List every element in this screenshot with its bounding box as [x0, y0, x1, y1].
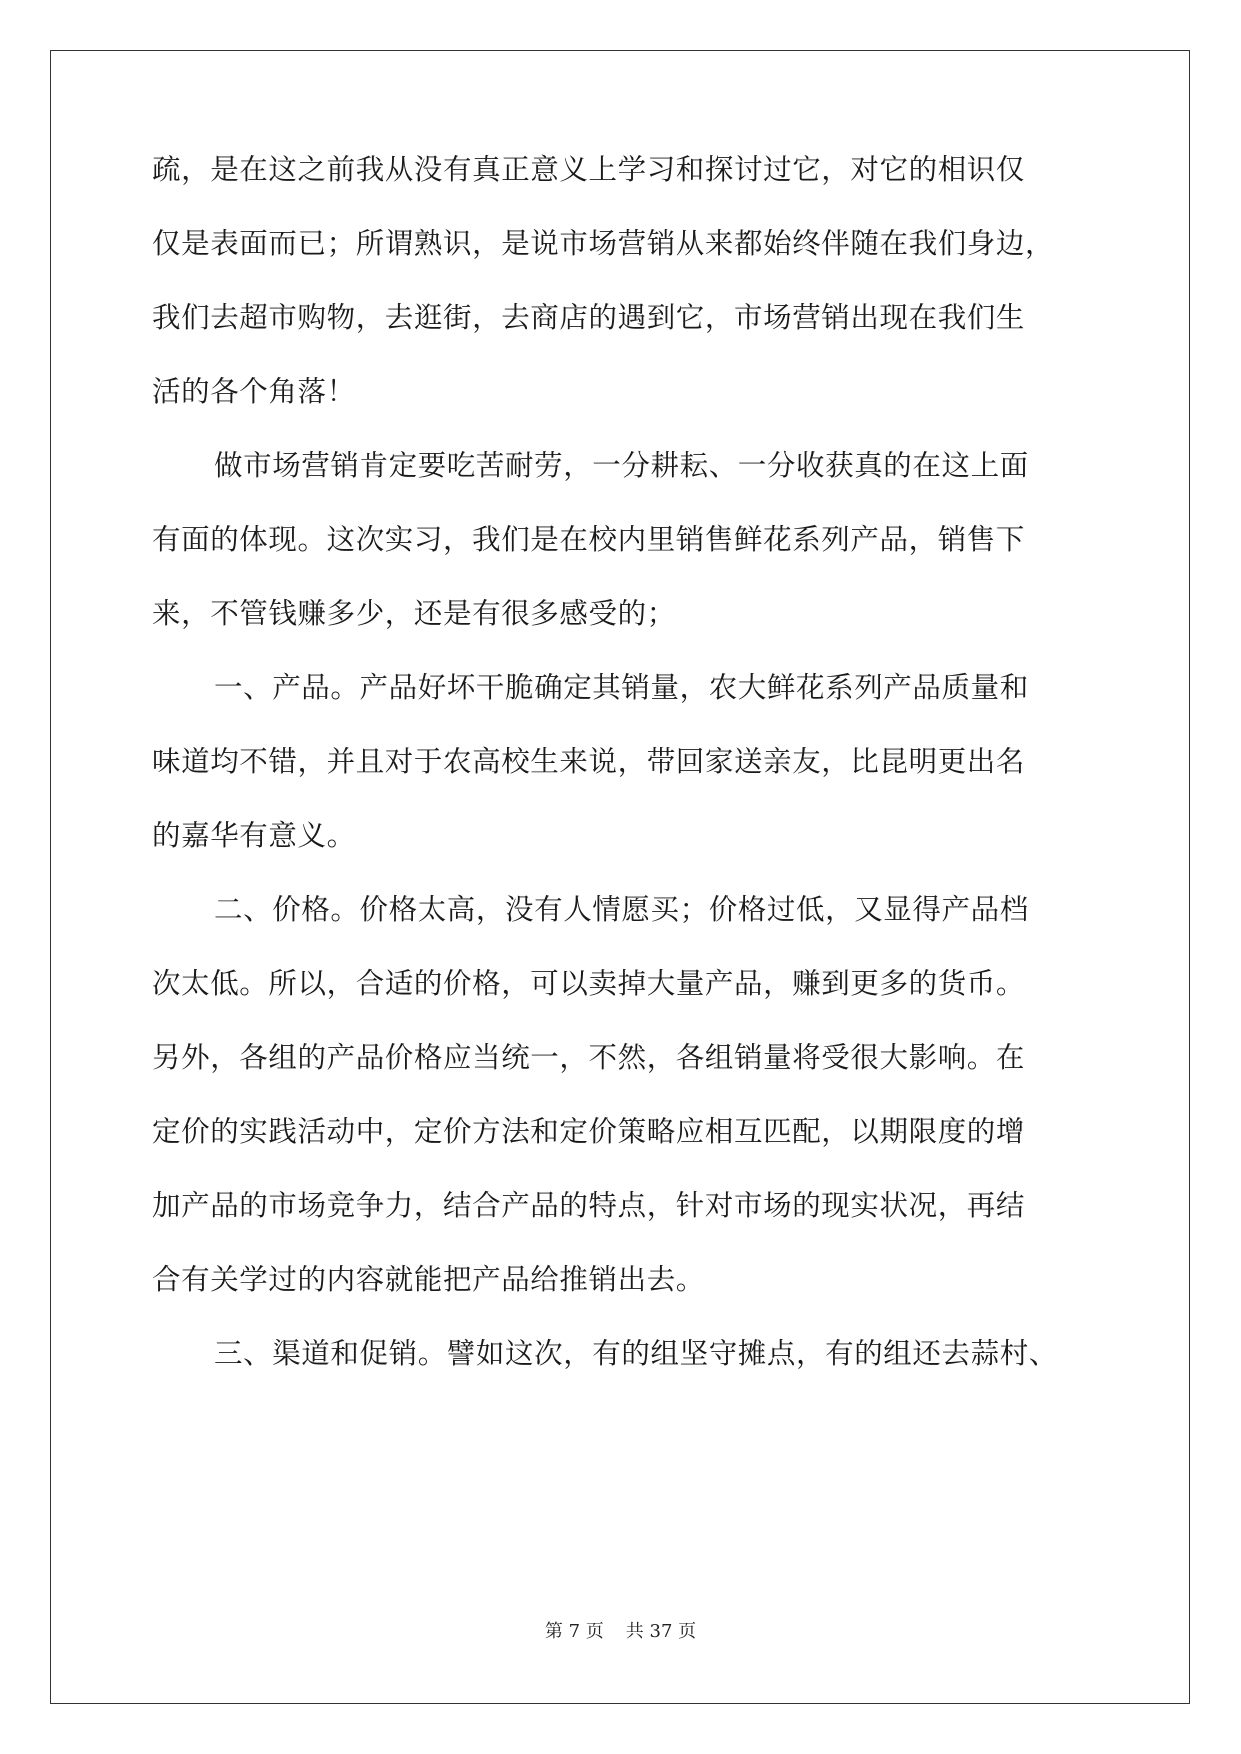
text-line: 仅是表面而已；所谓熟识，是说市场营销从来都始终伴随在我们身边， — [152, 227, 1055, 260]
text-line: 疏，是在这之前我从没有真正意义上学习和探讨过它，对它的相识仅 — [152, 153, 1026, 186]
text-line: 加产品的市场竞争力，结合产品的特点，针对市场的现实状况，再结 — [152, 1189, 1026, 1222]
paragraph-first-line: 二、价格。价格太高，没有人情愿买；价格过低，又显得产品档 — [214, 893, 1029, 926]
page-number: 第 7 页 — [544, 1621, 604, 1642]
text-line: 味道均不错，并且对于农高校生来说，带回家送亲友，比昆明更出名 — [152, 745, 1026, 778]
text-line: 活的各个角落！ — [152, 375, 356, 408]
text-line: 来，不管钱赚多少，还是有很多感受的； — [152, 597, 676, 630]
text-line: 我们去超市购物，去逛街，去商店的遇到它，市场营销出现在我们生 — [152, 301, 1026, 334]
text-line: 定价的实践活动中，定价方法和定价策略应相互匹配，以期限度的增 — [152, 1115, 1026, 1148]
text-line: 有面的体现。这次实习，我们是在校内里销售鲜花系列产品，销售下 — [152, 523, 1026, 556]
text-line: 另外，各组的产品价格应当统一，不然，各组销量将受很大影响。在 — [152, 1041, 1026, 1074]
paragraph-first-line: 做市场营销肯定要吃苦耐劳，一分耕耘、一分收获真的在这上面 — [214, 449, 1029, 482]
paragraph-first-line: 三、渠道和促销。譬如这次，有的组坚守摊点，有的组还去蒜村、 — [214, 1337, 1058, 1370]
paragraph-first-line: 一、产品。产品好坏干脆确定其销量，农大鲜花系列产品质量和 — [214, 671, 1029, 704]
page-total: 共 37 页 — [625, 1621, 697, 1642]
text-line: 次太低。所以，合适的价格，可以卖掉大量产品，赚到更多的货币。 — [152, 967, 1026, 1000]
text-line: 的嘉华有意义。 — [152, 819, 356, 852]
text-line: 合有关学过的内容就能把产品给推销出去。 — [152, 1263, 705, 1296]
page-footer — [0, 1620, 1241, 1644]
